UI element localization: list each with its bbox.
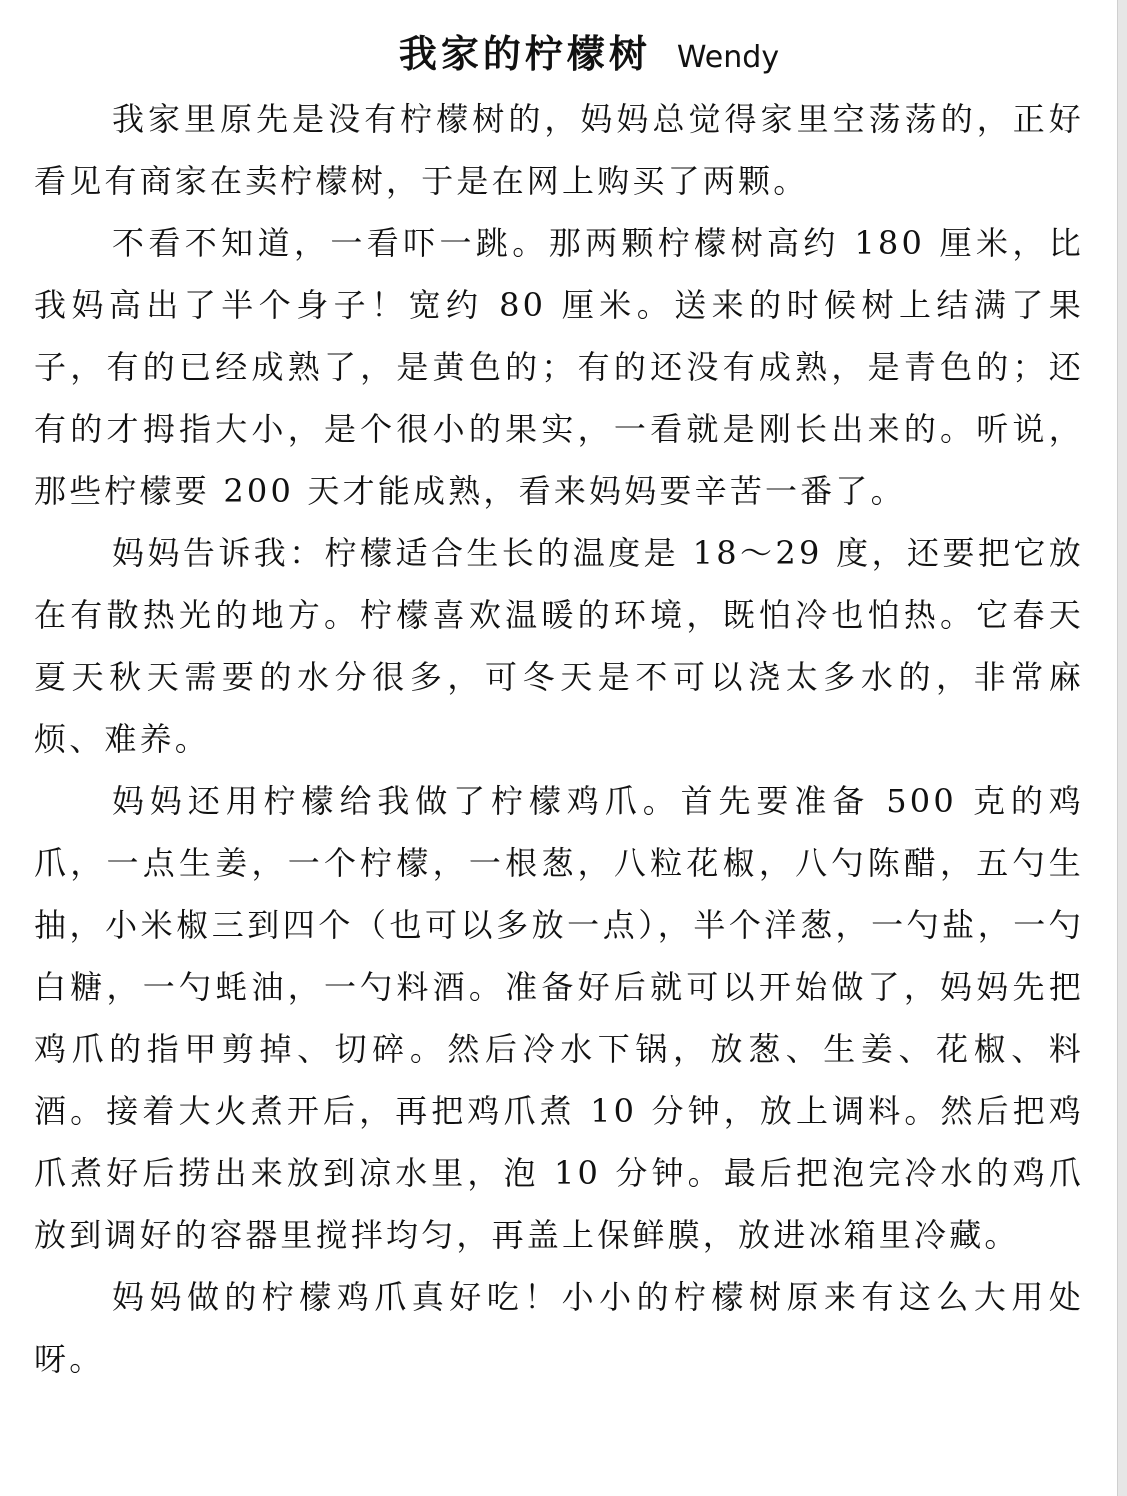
paragraph-5: 妈妈做的柠檬鸡爪真好吃！小小的柠檬树原来有这么大用处呀。 xyxy=(34,1278,1084,1378)
window-right-edge xyxy=(1117,0,1127,1496)
essay-title: 我家的柠檬树 xyxy=(398,32,651,76)
paragraph-1: 我家里原先是没有柠檬树的，妈妈总觉得家里空荡荡的，正好看见有商家在卖柠檬树，于是在网上购买了两颗。 xyxy=(34,100,1084,200)
author-name: Wendy xyxy=(676,40,780,75)
title-line xyxy=(34,26,1084,82)
essay xyxy=(34,26,1084,1390)
paragraph-2: 不看不知道，一看吓一跳。那两颗柠檬树高约 180 厘米，比我妈高出了半个身子！宽约 80 厘米。送来的时候树上结满了果子，有的已经成熟了，是黄色的；有的还没有成熟，是青色的；还有的才拇指大小，是个很小的果实，一看就是刚长出来的。听说，那些柠檬要 200 天才能成熟，看来妈妈要辛苦一番了。 xyxy=(34,224,1084,510)
paragraph-4: 妈妈还用柠檬给我做了柠檬鸡爪。首先要准备 500 克的鸡爪，一点生姜，一个柠檬，一根葱，八粒花椒，八勺陈醋，五勺生抽，小米椒三到四个（也可以多放一点），半个洋葱，一勺盐，一勺白糖，一勺蚝油，一勺料酒。准备好后就可以开始做了，妈妈先把鸡爪的指甲剪掉、切碎。然后冷水下锅，放葱、生姜、花椒、料酒。接着大火煮开后，再把鸡爪煮 10 分钟，放上调料。然后把鸡爪煮好后捞出来放到凉水里，泡 10 分钟。最后把泡完冷水的鸡爪放到调好的容器里搅拌均匀，再盖上保鲜膜，放进冰箱里冷藏。 xyxy=(34,782,1084,1254)
paragraph-3: 妈妈告诉我：柠檬适合生长的温度是 18～29 度，还要把它放在有散热光的地方。柠檬喜欢温暖的环境，既怕冷也怕热。它春天夏天秋天需要的水分很多，可冬天是不可以浇太多水的，非常麻烦、难养。 xyxy=(34,534,1084,758)
